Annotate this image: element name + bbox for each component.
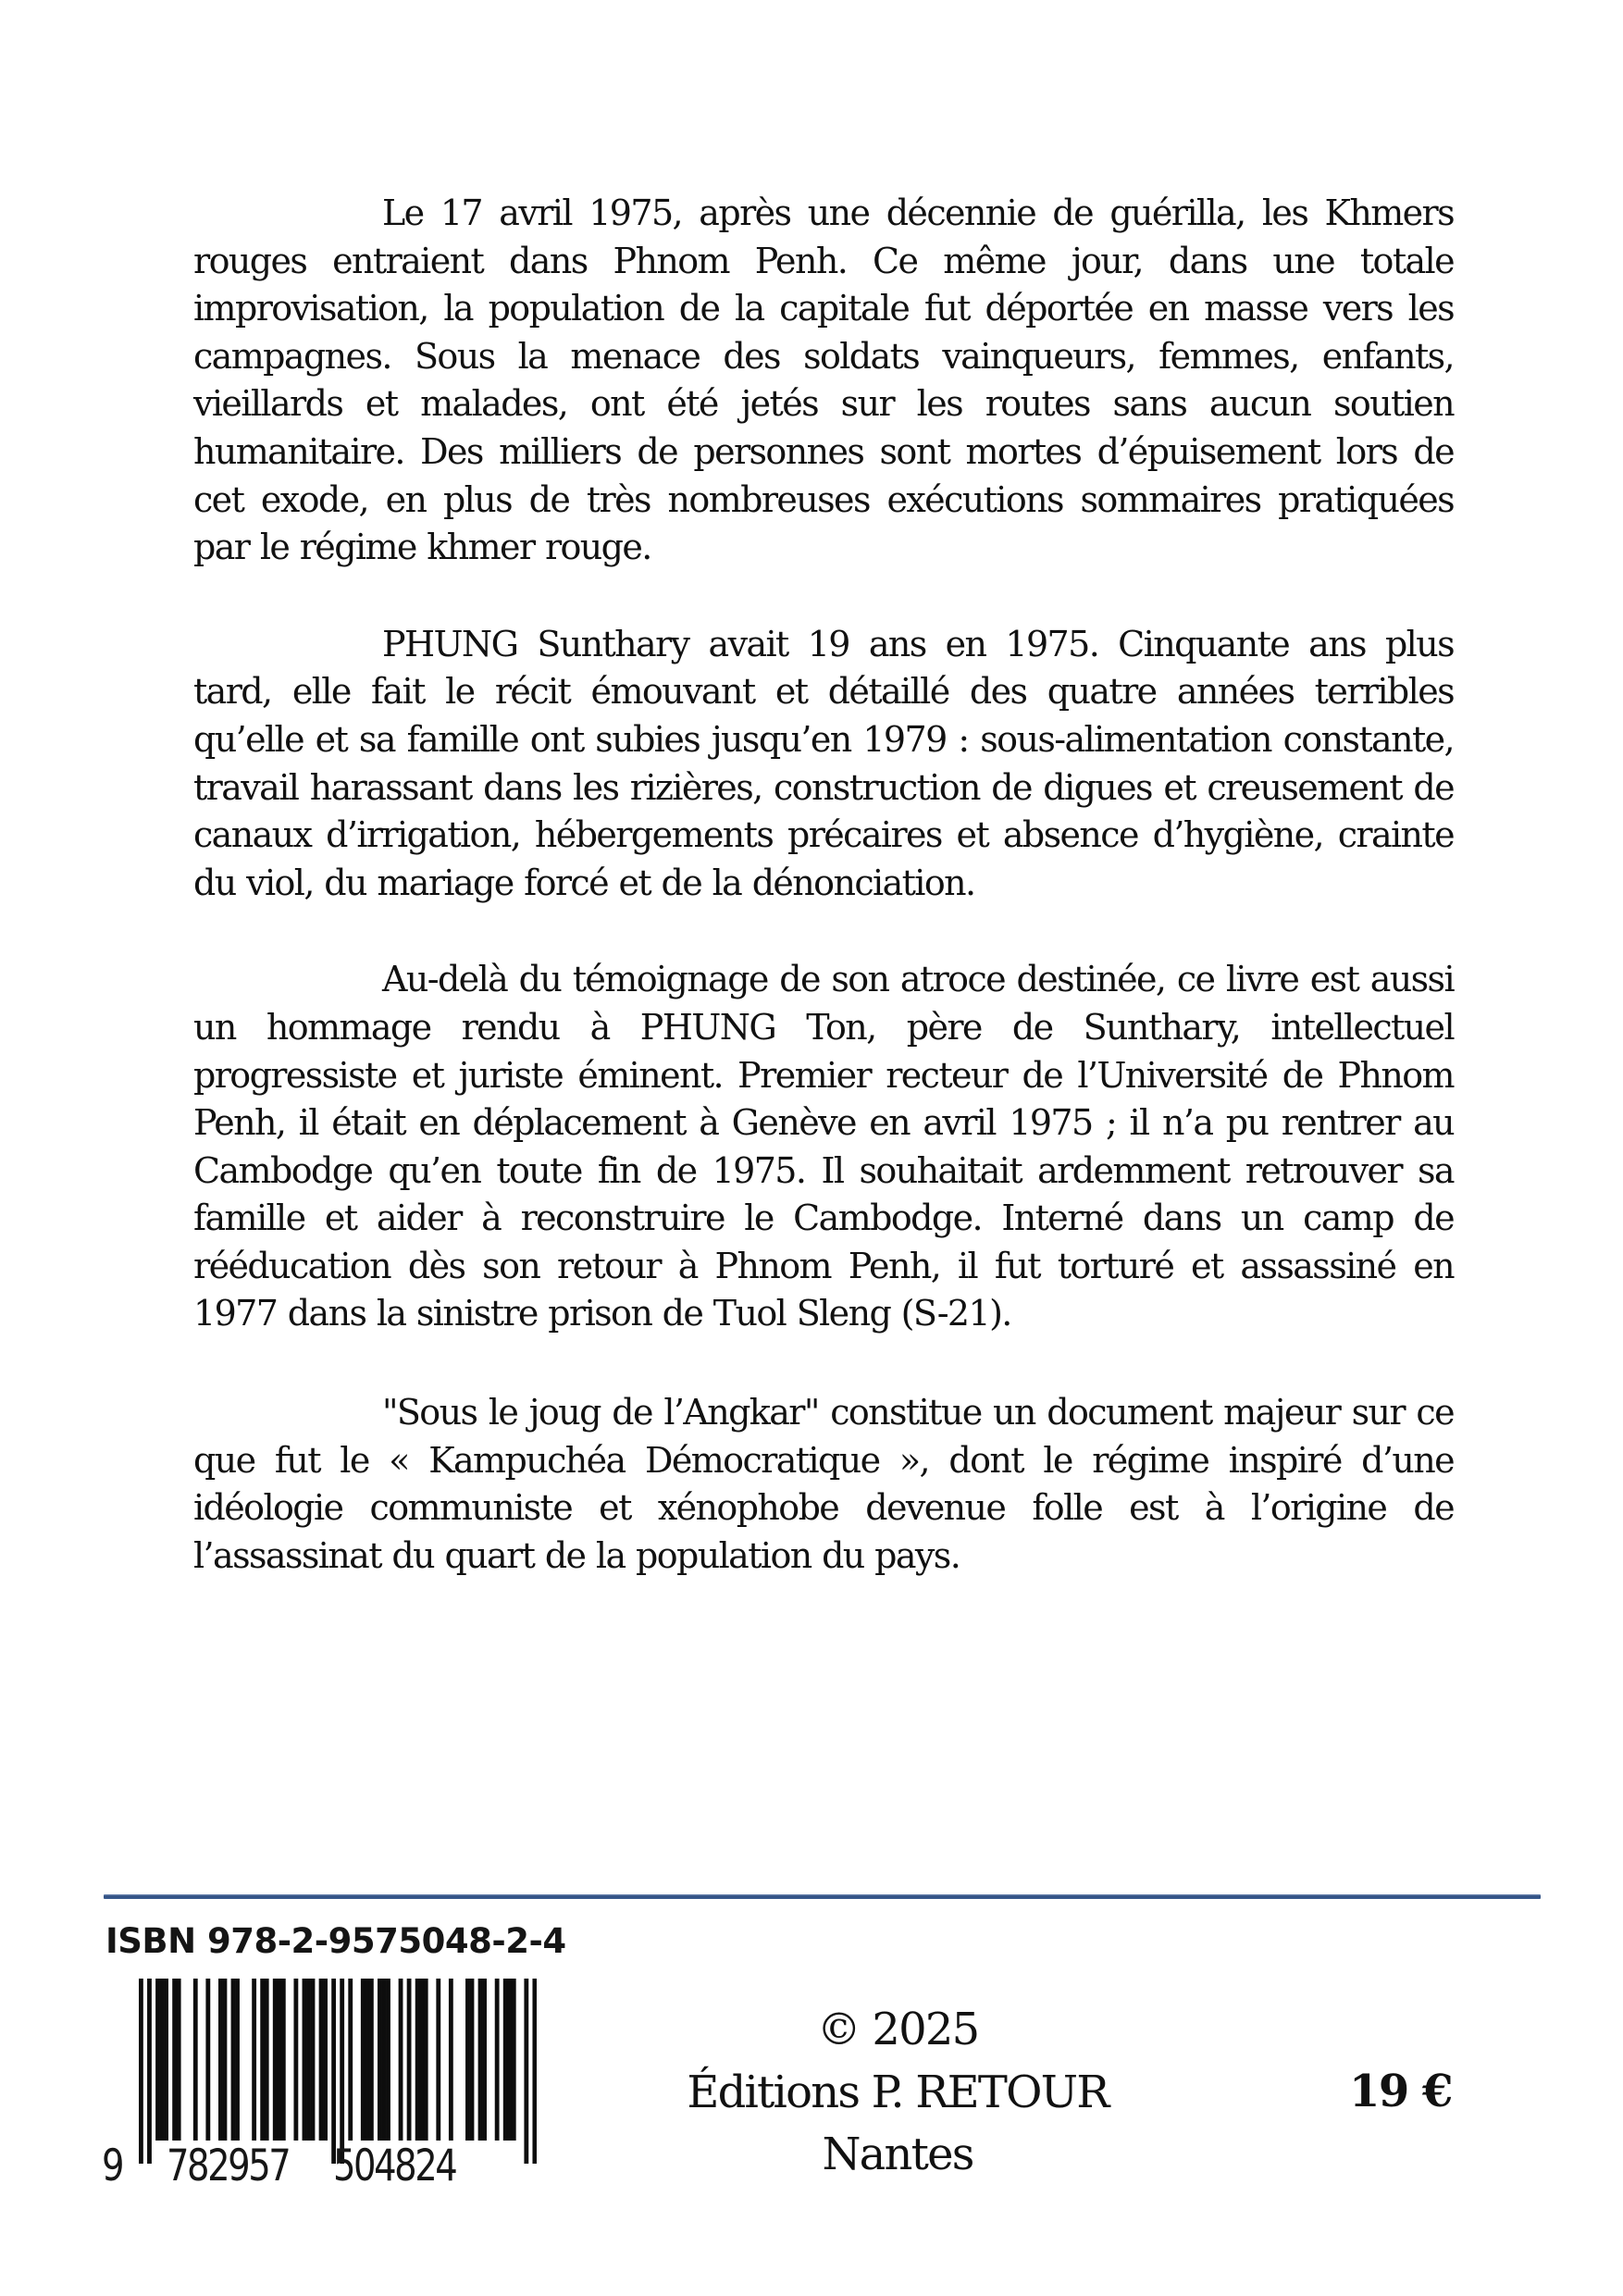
barcode-bar [482, 1979, 487, 2141]
blurb-paragraph-4: "Sous le joug de l’Angkar" constitue un document majeur sur ce que fut le « Kampuchéa Démocratique », dont le régime inspiré d’une idéologie communiste et xénophobe devenue folle est à l’origine de l’assassinat du quart de la population du pays. [193, 1392, 1454, 1576]
barcode-bar [470, 1979, 475, 2141]
barcode-bar [449, 1979, 453, 2141]
barcode-digits-right: 504824 [333, 2141, 456, 2191]
barcode-bar [231, 1979, 236, 2141]
barcode-bar [306, 1979, 311, 2141]
back-cover-blurb [193, 190, 1454, 1629]
barcode-digits-left: 782957 [167, 2141, 290, 2191]
barcode-bar [507, 1979, 512, 2141]
barcode-bar [436, 1979, 440, 2141]
barcode-bar [223, 1979, 228, 2141]
barcode-bar [495, 1979, 500, 2141]
barcode-bar [407, 1979, 412, 2141]
barcode-bar [399, 1979, 403, 2141]
barcode-bar [235, 1979, 240, 2141]
copyright-line: © 2025 [816, 2004, 979, 2055]
barcode-bar [277, 1979, 281, 2141]
barcode-bar [378, 1979, 382, 2141]
barcode-bar [361, 1979, 365, 2141]
barcode-bar [172, 1979, 177, 2141]
blurb-paragraph-1: Le 17 avril 1975, après une décennie de guérilla, les Khmers rouges entraient dans Phnom Penh. Ce même jour, dans une totale improvisation, la population de la capitale fut déportée en masse vers les campagnes. Sous la menace des soldats vainqueurs, femmes, enfants, vieillards et malades, ont été jetés sur les routes sans aucun soutien humanitaire. Des milliers de personnes sont mortes d’épuisement lors de cet exode, en plus de très nombreuses exécutions sommaires pratiquées par le régime khmer rouge. [193, 192, 1454, 568]
footer-divider [104, 1894, 1541, 1899]
barcode-bar [164, 1979, 168, 2141]
barcode-bar [382, 1979, 387, 2141]
barcode-bar [319, 1979, 324, 2141]
barcode-bar [369, 1979, 374, 2141]
barcode-bar [365, 1979, 369, 2141]
barcode-bar [177, 1979, 181, 2141]
barcode-guard-bar [147, 1979, 152, 2164]
barcode-bar [415, 1979, 420, 2141]
barcode-bar [281, 1979, 286, 2141]
barcode-bar [205, 1979, 210, 2141]
barcode-bar [503, 1979, 508, 2141]
blurb-paragraph-3: Au-delà du témoignage de son atroce destinée, ce livre est aussi un hommage rendu à PHUNG Ton, père de Sunthary, intellectuel progressiste et juriste éminent. Premier recteur de l’Université de Phnom Penh, il était en déplacement à Genève en avril 1975 ; il n’a pu rentrer au Cambodge qu’en toute fin de 1975. Il souhaitait ardemment retrouver sa famille et aider à reconstruire le Cambodge. Interné dans un camp de rééducation dès son retour à Phnom Penh, il fut torturé et assassiné en 1977 dans la sinistre prison de Tuol Sleng (S-21). [193, 959, 1454, 1334]
barcode-digit-first: 9 [102, 2141, 123, 2191]
barcode-bar [424, 1979, 428, 2141]
barcode-bar [293, 1979, 298, 2141]
barcode-guard-bar [331, 1979, 336, 2164]
barcode-bar [348, 1979, 353, 2141]
barcode-bar [478, 1979, 483, 2141]
barcode-bar [252, 1979, 256, 2141]
barcode-bar [303, 1979, 307, 2141]
publisher-city: Nantes [822, 2128, 973, 2180]
barcode-bar [419, 1979, 424, 2141]
publisher-name: Éditions P. RETOUR [687, 2066, 1109, 2118]
barcode-bar [273, 1979, 278, 2141]
isbn-label: ISBN 978-2-9575048-2-4 [105, 1921, 566, 1961]
price: 19 € [1349, 2066, 1452, 2117]
barcode-guard-bar [524, 1979, 528, 2164]
barcode-bar [155, 1979, 160, 2141]
barcode-bar [193, 1979, 198, 2141]
blurb-paragraph-2: PHUNG Sunthary avait 19 ans en 1975. Cinquante ans plus tard, elle fait le récit émouvant et détaillé des quatre années terribles qu’elle et sa famille ont subies jusqu’en 1979 : sous-alimentation constante, travail harassant dans les rizières, construction de digues et creusement de canaux d’irrigation, hébergements précaires et absence d’hygiène, crainte du viol, du mariage forcé et de la dénonciation. [193, 623, 1454, 903]
barcode-guard-bar [532, 1979, 537, 2164]
barcode-bar [160, 1979, 165, 2141]
barcode-bar [260, 1979, 265, 2141]
barcode-bar [386, 1979, 390, 2141]
barcode-bar [218, 1979, 223, 2141]
barcode-bar [265, 1979, 269, 2141]
barcode-guard-bar [340, 1979, 344, 2164]
barcode-bar [311, 1979, 316, 2141]
barcode-bar [512, 1979, 516, 2141]
barcode-guard-bar [139, 1979, 143, 2164]
barcode-bar [323, 1979, 328, 2141]
barcode-bar [465, 1979, 470, 2141]
